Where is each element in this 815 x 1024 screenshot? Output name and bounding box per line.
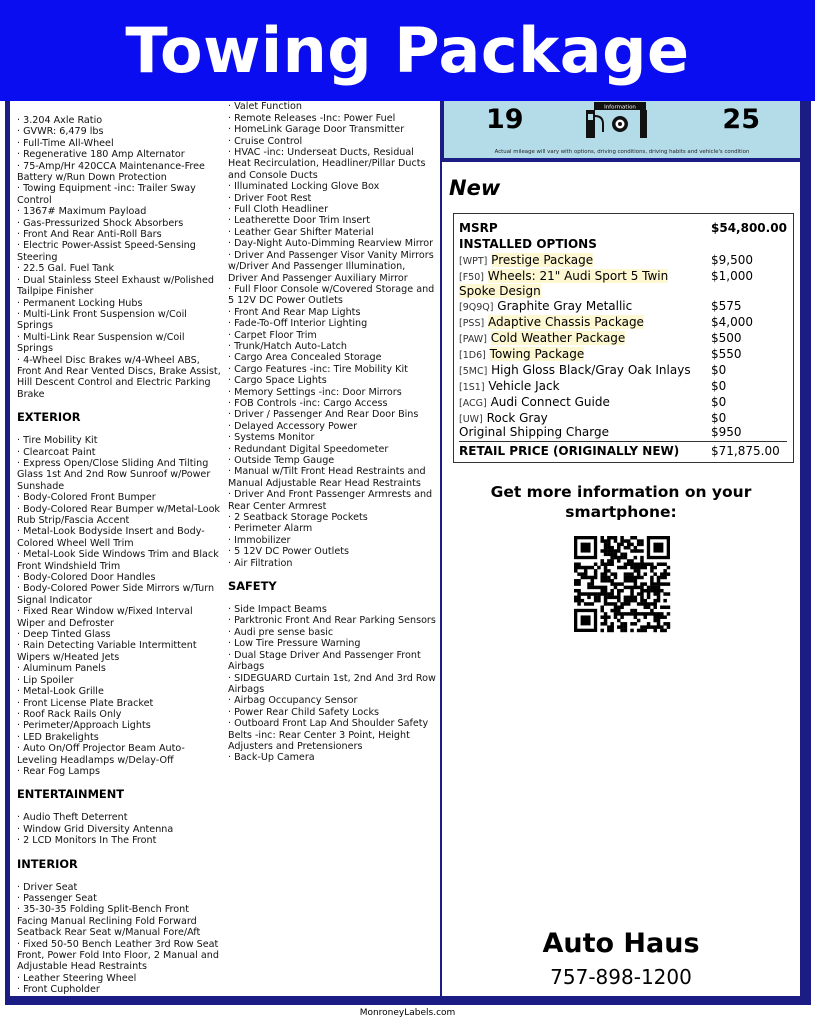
option-price: $0 xyxy=(711,363,727,377)
section-heading: ENTERTAINMENT xyxy=(17,787,125,802)
option-price: $575 xyxy=(711,299,742,313)
feature-item: · Multi-Link Front Suspension w/Coil Springs xyxy=(17,308,187,332)
option-name: Prestige Package xyxy=(491,253,594,267)
option-name: Rock Gray xyxy=(486,411,548,425)
feature-item: · Rear Fog Lamps xyxy=(17,765,100,777)
feature-item: · SIDEGUARD Curtain 1st, 2nd And 3rd Row Airbags xyxy=(228,672,436,695)
option-name: Audi Connect Guide xyxy=(490,395,610,409)
feature-item: · Outboard Front Lap And Shoulder Safety Belts -inc: Rear Center 3 Point, Height Adjusters and Pretensioners xyxy=(228,718,429,752)
feature-item: · Body-Colored Door Handles xyxy=(17,572,156,584)
feature-item: · Passenger Seat xyxy=(17,892,97,904)
feature-item: · Metal-Look Bodyside Insert and Body-Colored Wheel Well Trim xyxy=(17,526,205,549)
option-label xyxy=(459,396,704,411)
option-price: $0 xyxy=(711,411,727,425)
feature-item: · Body-Colored Power Side Mirrors w/Turn Signal Indicator xyxy=(17,583,215,606)
option-code: [5MC] xyxy=(459,366,488,377)
section-heading: EXTERIOR xyxy=(17,410,81,425)
option-label xyxy=(459,332,704,347)
feature-item: · Low Tire Pressure Warning xyxy=(228,638,361,650)
feature-item: · Fade-To-Off Interior Lighting xyxy=(228,318,368,330)
feature-item: · FOB Controls -inc: Cargo Access xyxy=(228,397,388,409)
highway-mpg: 25 xyxy=(722,104,760,135)
option-code: [WPT] xyxy=(459,256,488,267)
pricing-panel xyxy=(442,162,800,996)
feature-item: · Front Cupholder xyxy=(17,984,100,996)
feature-item: · Multi-Link Rear Suspension w/Coil Springs xyxy=(17,331,185,355)
option-code: [UW] xyxy=(459,414,483,425)
feature-item: · Aluminum Panels xyxy=(17,663,106,675)
price-box xyxy=(453,213,794,463)
option-name: Vehicle Jack xyxy=(488,379,560,393)
qr-code-icon[interactable] xyxy=(574,536,670,632)
feature-item: · Metal-Look Side Windows Trim and Black Front Windshield Trim xyxy=(17,549,219,572)
feature-item: · Dual Stainless Steel Exhaust w/Polished Tailpipe Finisher xyxy=(17,274,215,298)
option-name: Cold Weather Package xyxy=(490,331,626,345)
feature-item: · Illuminated Locking Glove Box xyxy=(228,181,380,193)
feature-item: · Regenerative 180 Amp Alternator xyxy=(17,149,185,161)
feature-item: · HVAC -inc: Underseat Ducts, Residual Heat Recirculation, Headliner/Pillar Ducts and Console Ducts xyxy=(228,147,426,181)
feature-item: · Fixed Rear Window w/Fixed Interval Wiper and Defroster xyxy=(17,606,193,629)
section-mechanical xyxy=(17,90,222,400)
section-interior xyxy=(17,857,222,996)
mileage-disclaimer: Actual mileage will vary with options, driving conditions, driving habits and vehicle's condition xyxy=(494,149,750,155)
feature-list xyxy=(228,90,436,569)
feature-item: · 22.5 Gal. Fuel Tank xyxy=(17,263,115,275)
feature-item: · Audio Theft Deterrent xyxy=(17,812,128,824)
option-price: $4,000 xyxy=(711,315,753,329)
feature-item: · Tire Mobility Kit xyxy=(17,435,98,447)
feature-list xyxy=(17,812,222,846)
dealer-name: Auto Haus xyxy=(542,928,700,959)
option-code: [ACG] xyxy=(459,398,487,409)
feature-item: · Driver Seat xyxy=(17,881,78,893)
option-label xyxy=(459,348,704,363)
option-code: [1S1] xyxy=(459,382,485,393)
footer-link[interactable]: MonroneyLabels.com xyxy=(359,1008,456,1018)
option-label xyxy=(459,300,704,315)
feature-item: · Body-Colored Rear Bumper w/Metal-Look Rub Strip/Fascia Accent xyxy=(17,503,220,526)
fuel-pump-icon xyxy=(580,98,660,142)
feature-item: · Day-Night Auto-Dimming Rearview Mirror xyxy=(228,238,434,250)
section-exterior xyxy=(17,410,222,777)
feature-item: · Front And Rear Anti-Roll Bars xyxy=(17,229,162,241)
feature-item: · Clearcoat Paint xyxy=(17,446,96,458)
feature-item: · Cargo Area Concealed Storage xyxy=(228,352,382,364)
feature-item: · Delayed Accessory Power xyxy=(228,420,358,432)
feature-item: · Driver Foot Rest xyxy=(228,192,312,204)
feature-item: · Cruise Control xyxy=(228,135,303,147)
feature-item: · Metal-Look Grille xyxy=(17,686,104,698)
feature-item: · 35-30-35 Folding Split-Bench Front Facing Manual Reclining Fold Forward Seatback Rear Seat w/Manual Fore/Aft xyxy=(17,904,201,939)
feature-item: · Power Rear Child Safety Locks xyxy=(228,706,380,718)
retail-price-value: $71,875.00 xyxy=(711,444,780,458)
vehicle-condition: New xyxy=(449,176,501,200)
feature-item: · Lip Spoiler xyxy=(17,674,74,686)
feature-item: · Cargo Features -inc: Tire Mobility Kit xyxy=(228,363,408,375)
features-column-2 xyxy=(228,90,436,774)
feature-item: · Deep Tinted Glass xyxy=(17,629,111,641)
feature-item: · 1367# Maximum Payload xyxy=(17,206,147,218)
features-column-1 xyxy=(17,90,222,1006)
feature-item: · Parktronic Front And Rear Parking Sensors xyxy=(228,615,436,627)
feature-item: · Full Floor Console w/Covered Storage and 5 12V DC Power Outlets xyxy=(228,283,435,307)
option-code: [PSS] xyxy=(459,318,485,329)
feature-item: · Express Open/Close Sliding And Tilting Glass 1st And 2nd Row Sunroof w/Power Sunshade xyxy=(17,457,211,492)
feature-item: · Front And Rear Map Lights xyxy=(228,306,361,318)
feature-item: · Window Grid Diversity Antenna xyxy=(17,823,174,835)
feature-item: · Air Filtration xyxy=(228,557,293,569)
features-panel xyxy=(10,96,440,996)
option-name: Wheels: 21" Audi Sport 5 Twin Spoke Design xyxy=(459,269,669,298)
feature-item: · Back-Up Camera xyxy=(228,752,315,764)
feature-item: · 5 12V DC Power Outlets xyxy=(228,546,349,558)
feature-item: · Leatherette Door Trim Insert xyxy=(228,215,371,227)
feature-item: · 2 Seatback Storage Pockets xyxy=(228,512,368,524)
feature-item: · Electric Power-Assist Speed-Sensing Steering xyxy=(17,240,196,263)
feature-item: · Full-Time All-Wheel xyxy=(17,137,114,149)
section-interior-continued xyxy=(228,90,436,569)
feature-item: · Towing Equipment -inc: Trailer Sway Control xyxy=(17,183,196,206)
feature-item: · 75-Amp/Hr 420CCA Maintenance-Free Battery w/Run Down Protection xyxy=(17,160,205,184)
feature-item: · Driver / Passenger And Rear Door Bins xyxy=(228,409,419,421)
option-price: $1,000 xyxy=(711,269,753,283)
option-code: [1D6] xyxy=(459,350,486,361)
feature-item: · Airbag Occupancy Sensor xyxy=(228,695,358,707)
option-price: $0 xyxy=(711,379,727,393)
feature-item: · Cargo Space Lights xyxy=(228,375,327,387)
option-label xyxy=(459,254,704,269)
section-heading: SAFETY xyxy=(228,579,277,594)
shipping-value: $950 xyxy=(711,425,742,439)
feature-item: · Memory Settings -inc: Door Mirrors xyxy=(228,386,402,398)
feature-list xyxy=(228,604,436,764)
feature-item: · Remote Releases -Inc: Power Fuel xyxy=(228,112,396,124)
feature-item: · Perimeter/Approach Lights xyxy=(17,720,151,732)
feature-item: · Manual w/Tilt Front Head Restraints and Manual Adjustable Rear Head Restraints xyxy=(228,466,426,489)
feature-item: · Front License Plate Bracket xyxy=(17,697,154,709)
feature-item: · Outside Temp Gauge xyxy=(228,455,335,466)
msrp-value: $54,800.00 xyxy=(711,221,787,235)
section-entertainment xyxy=(17,787,222,846)
page-title: Towing Package xyxy=(0,0,815,101)
feature-item: · Carpet Floor Trim xyxy=(228,329,317,341)
option-name: High Gloss Black/Gray Oak Inlays xyxy=(491,363,691,377)
dealer-phone: 757-898-1200 xyxy=(550,965,692,989)
option-name: Graphite Gray Metallic xyxy=(497,299,633,313)
option-code: [9Q9Q] xyxy=(459,302,494,313)
option-label xyxy=(459,316,704,331)
feature-item: · Gas-Pressurized Shock Absorbers xyxy=(17,217,184,229)
feature-list xyxy=(17,435,222,777)
option-name: Adaptive Chassis Package xyxy=(488,315,644,329)
option-code: [F50] xyxy=(459,272,484,283)
feature-item: · Driver And Front Passenger Armrests and Rear Center Armrest xyxy=(228,489,433,512)
option-price: $0 xyxy=(711,395,727,409)
city-mpg: 19 xyxy=(486,104,524,135)
feature-list xyxy=(17,882,222,996)
msrp-label: MSRP xyxy=(459,221,498,235)
section-heading: INTERIOR xyxy=(17,856,78,871)
option-price: $500 xyxy=(711,331,742,345)
feature-item: · Fixed 50-50 Bench Leather 3rd Row Seat Front, Power Fold Into Floor, 2 Manual and Adjustable Head Restraints xyxy=(17,938,219,973)
shipping-label: Original Shipping Charge xyxy=(459,425,609,439)
feature-item: · 3.204 Axle Ratio xyxy=(17,115,103,126)
installed-options-label: INSTALLED OPTIONS xyxy=(459,237,597,251)
smartphone-info-text: Get more information on your smartphone: xyxy=(490,483,752,521)
fuel-economy-box xyxy=(444,96,800,158)
feature-item: · 2 LCD Monitors In The Front xyxy=(17,835,157,847)
option-name: Towing Package xyxy=(489,347,585,361)
retail-price-label: RETAIL PRICE (ORIGINALLY NEW) xyxy=(459,444,680,458)
option-label xyxy=(459,380,704,395)
feature-item: · LED Brakelights xyxy=(17,731,99,743)
feature-item: · Permanent Locking Hubs xyxy=(17,297,143,309)
feature-item: · Leather Steering Wheel xyxy=(17,972,137,984)
feature-item: · Rain Detecting Variable Intermittent Wipers w/Heated Jets xyxy=(17,640,197,663)
feature-item: · Leather Gear Shifter Material xyxy=(228,226,374,238)
price-divider xyxy=(459,441,787,442)
feature-item: · Side Impact Beams xyxy=(228,604,327,616)
feature-item: · Audi pre sense basic xyxy=(228,626,334,638)
option-code: [PAW] xyxy=(459,334,487,345)
option-price: $9,500 xyxy=(711,253,753,267)
feature-item: · Trunk/Hatch Auto-Latch xyxy=(228,340,347,352)
feature-item: · Roof Rack Rails Only xyxy=(17,708,122,720)
feature-list xyxy=(17,115,222,400)
option-label xyxy=(459,270,704,298)
feature-item: · HomeLink Garage Door Transmitter xyxy=(228,124,405,136)
feature-item: · Full Cloth Headliner xyxy=(228,204,329,216)
option-price: $550 xyxy=(711,347,742,361)
feature-item: · Body-Colored Front Bumper xyxy=(17,492,156,504)
feature-item: · 4-Wheel Disc Brakes w/4-Wheel ABS, Front And Rear Vented Discs, Brake Assist, Hill Descent Control and Electric Parking Brake xyxy=(17,354,221,400)
feature-item: · Dual Stage Driver And Passenger Front Airbags xyxy=(228,649,421,673)
option-label xyxy=(459,364,704,379)
feature-item: · Redundant Digital Speedometer xyxy=(228,443,389,455)
section-safety xyxy=(228,579,436,764)
feature-item: · Valet Function xyxy=(228,101,302,113)
pump-label: Information xyxy=(604,104,636,111)
feature-item: · Driver And Passenger Visor Vanity Mirrors w/Driver And Passenger Illumination, Driver And Passenger Auxiliary Mirror xyxy=(228,249,434,284)
feature-item: · Perimeter Alarm xyxy=(228,523,313,535)
feature-item: · Systems Monitor xyxy=(228,432,315,444)
feature-item: · GVWR: 6,479 lbs xyxy=(17,126,104,138)
feature-item: · Immobilizer xyxy=(228,534,291,546)
feature-item: · Auto On/Off Projector Beam Auto-Leveling Headlamps w/Delay-Off xyxy=(17,743,185,766)
